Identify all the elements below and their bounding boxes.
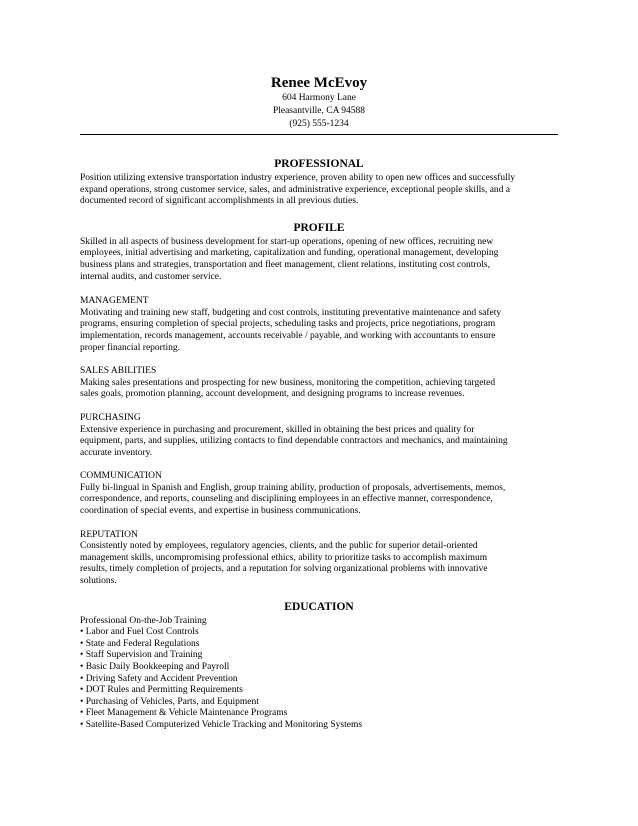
education-item: • DOT Rules and Permitting Requirements — [80, 685, 243, 696]
resume-header — [80, 74, 558, 131]
reputation-text: Consistently noted by employees, regulatory agencies, clients, and the public for superior detail-oriented management skills, uncompromising professional ethics, ability to prioritize tasks to accomplish maximum results, timely completion of projects, and a reputation for solving organizational problems with innovative solutions. — [80, 541, 488, 587]
education-heading: EDUCATION — [284, 600, 354, 613]
sales-heading: SALES ABILITIES — [80, 366, 157, 377]
education-item: • State and Federal Regulations — [80, 638, 200, 649]
communication-heading: COMMUNICATION — [80, 471, 162, 482]
sales-text: Making sales presentations and prospecting for new business, monitoring the competition, achieving targeted sales goals, promotion planning, account development, and designing programs to increase revenues. — [80, 377, 496, 400]
education-item: • Labor and Fuel Cost Controls — [80, 627, 199, 638]
education-intro: Professional On-the-Job Training — [80, 615, 207, 626]
reputation-heading: REPUTATION — [80, 529, 138, 540]
phone-line: (925) 555-1234 — [289, 119, 349, 129]
professional-heading: PROFESSIONAL — [274, 158, 364, 170]
purchasing-text: Extensive experience in purchasing and procurement, skilled in obtaining the best prices and quality for equipment, parts, and supplies, utilizing contacts to find dependable contractors and mechanics, and maintaining accurate inventory. — [80, 424, 508, 458]
address-line: 604 Harmony Lane — [282, 93, 356, 103]
communication-block — [80, 471, 558, 517]
education-item: • Staff Supervision and Training — [80, 650, 203, 661]
professional-text: Position utilizing extensive transportation industry experience, proven ability to open new offices and successfully expand operations, strong customer service, sales, and administrative experience, exceptional people skills, and a documented record of significant accomplishments in all previous duties. — [80, 173, 516, 207]
header-divider — [80, 134, 558, 135]
purchasing-block — [80, 413, 558, 459]
education-item: • Satellite-Based Computerized Vehicle Tracking and Monitoring Systems — [80, 719, 363, 730]
management-block — [80, 296, 558, 354]
management-heading: MANAGEMENT — [80, 296, 149, 307]
education-list — [80, 627, 558, 731]
education-item: • Driving Safety and Accident Prevention — [80, 673, 238, 684]
reputation-block — [80, 530, 558, 588]
communication-text: Fully bi-lingual in Spanish and English, group training ability, production of proposals, advertisements, memos, correspondence, and reports, counseling and disciplining employees in an effective manner, correspondence, coordination of special events, and expertise in business communications. — [80, 482, 506, 517]
resume-body — [80, 157, 558, 732]
applicant-name: Renee McEvoy — [270, 75, 368, 91]
education-item: • Fleet Management & Vehicle Maintenance Programs — [80, 708, 288, 719]
education-item: • Basic Daily Bookkeeping and Payroll — [80, 662, 230, 672]
purchasing-heading: PURCHASING — [80, 412, 141, 423]
education-item: • Purchasing of Vehicles, Parts, and Equipment — [80, 696, 259, 707]
city-line: Pleasantville, CA 94588 — [272, 106, 366, 116]
profile-heading: PROFILE — [293, 221, 345, 234]
sales-block — [80, 366, 558, 401]
management-text: Motivating and training new staff, budgeting and cost controls, instituting preventative maintenance and safety programs, ensuring completion of special projects, scheduling tasks and projects, price negotiations, program implementation, records management, accounts receivable / payable, and working with accountants to ensure proper financial reporting. — [80, 307, 502, 353]
profile-text: Skilled in all aspects of business development for start-up operations, opening of new offices, recruiting new employees, initial advertising and marketing, capitalization and funding, operational management, developing business plans and strategies, transportation and fleet management, client relations, instituting cost controls, internal audits, and customer service. — [80, 236, 499, 282]
